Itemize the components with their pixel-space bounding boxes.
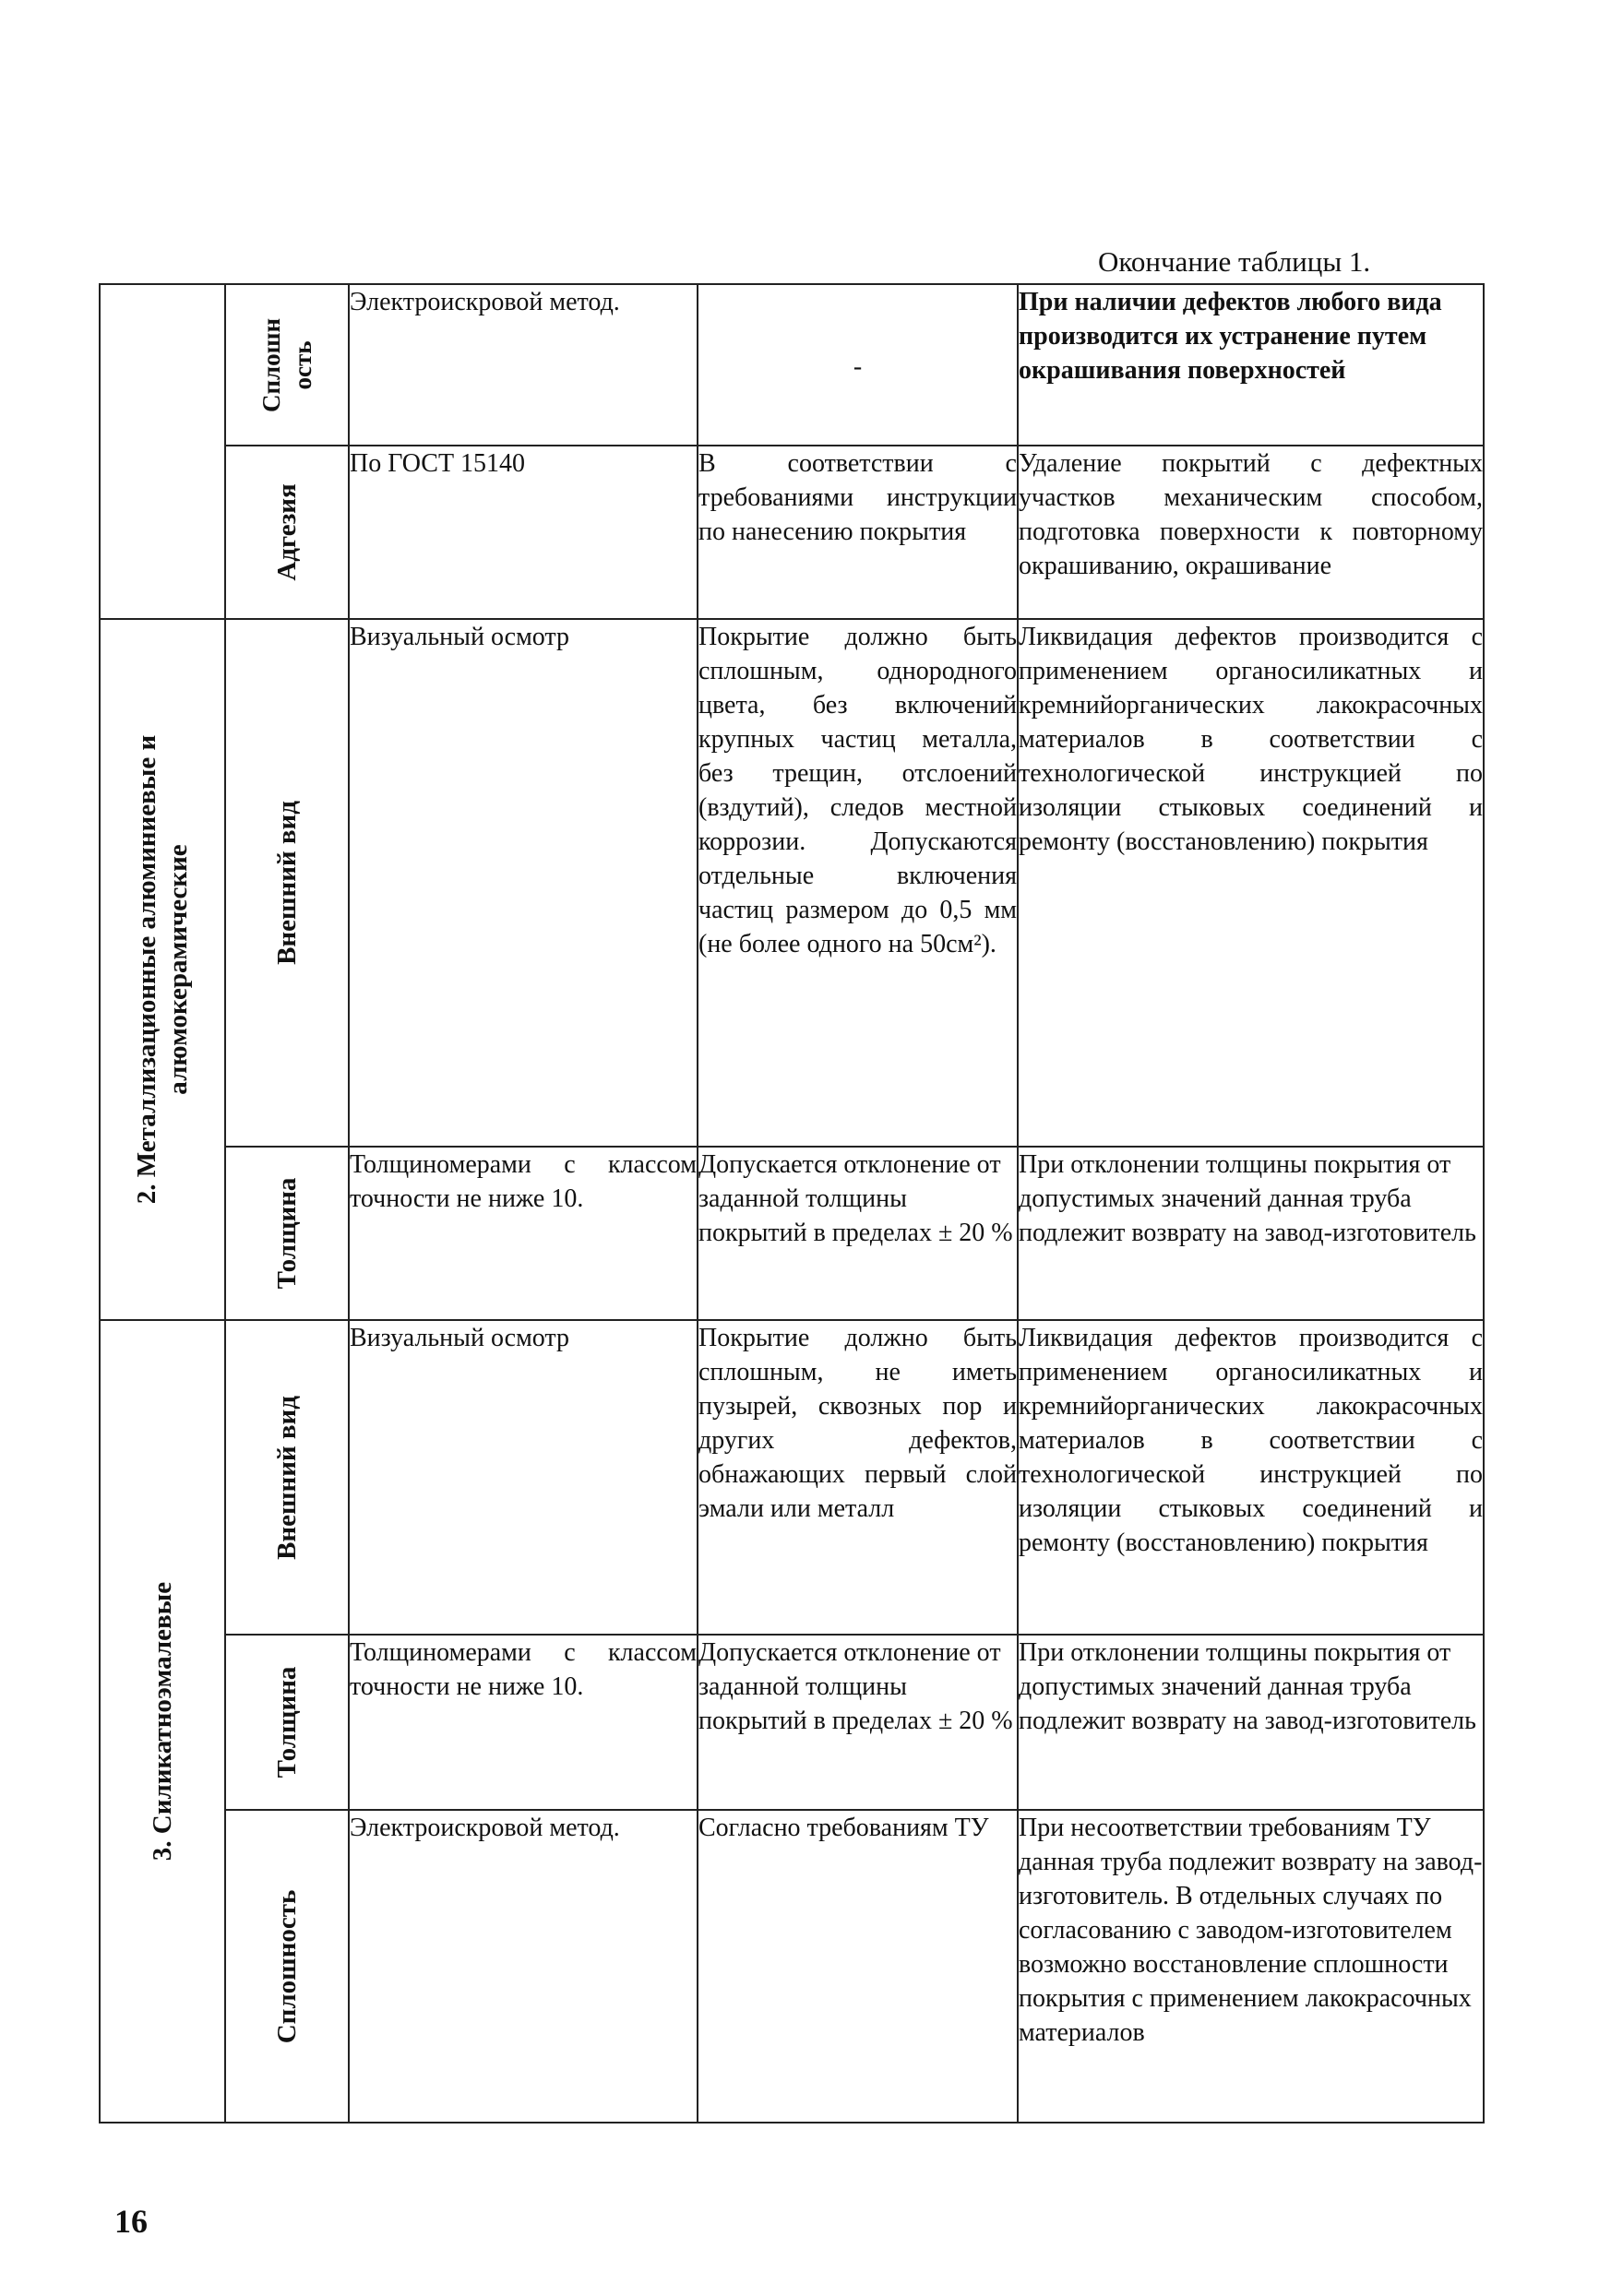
parameter-cell: [225, 1635, 349, 1810]
requirement-cell: Согласно требованиям ТУ: [698, 1810, 1018, 2123]
group-label: 2. Металлизационные алюминиевые и алюмокерамические: [132, 734, 193, 1205]
method-cell: Электроискровой метод.: [349, 1810, 698, 2123]
requirement-cell: Покрытие должно быть сплошным, не иметь пузырей, сквозных пор и других дефектов, обнажающих первый слой эмали или металл: [698, 1320, 1018, 1635]
parameter-label: Сплошность: [272, 1889, 302, 2043]
requirement-cell: Допускается отклонение от заданной толщины покрытий в пределах ± 20 %: [698, 1147, 1018, 1320]
group-label-cell: [100, 619, 225, 1320]
action-cell: При отклонении толщины покрытия от допустимых значений данная труба подлежит возврату на завод-изготовитель: [1018, 1147, 1484, 1320]
requirement-cell: Покрытие должно быть сплошным, однородного цвета, без включений крупных частиц металла, без трещин, отслоений (вздутий), следов местной коррозии. Допускаются отдельные включения частиц размером до 0,5 мм (не более одного на 50см²).: [698, 619, 1018, 1147]
parameter-cell: [225, 1320, 349, 1635]
method-cell: Электроискровой метод.: [349, 284, 698, 446]
table-row: [100, 619, 1484, 1147]
table-caption: Окончание таблицы 1.: [1098, 245, 1371, 278]
table-row: [100, 1635, 1484, 1810]
parameter-label: Внешний вид: [272, 801, 302, 965]
method-cell: Визуальный осмотр: [349, 619, 698, 1147]
group-label-cell: [100, 284, 225, 619]
action-cell: При отклонении толщины покрытия от допустимых значений данная труба подлежит возврату на завод-изготовитель: [1018, 1635, 1484, 1810]
group-label-cell: [100, 1320, 225, 2123]
parameter-label: Толщина: [272, 1177, 302, 1290]
method-cell: Толщиномерами с классом точности не ниже 10.: [349, 1147, 698, 1320]
parameter-label: Толщина: [272, 1666, 302, 1779]
method-cell: Толщиномерами с классом точности не ниже 10.: [349, 1635, 698, 1810]
action-cell: При наличии дефектов любого вида производится их устранение путем окрашивания поверхностей: [1018, 284, 1484, 446]
table-row: [100, 284, 1484, 446]
action-cell: Ликвидация дефектов производится с применением органосиликатных и кремнийорганических лакокрасочных материалов в соответствии с технологической инструкцией по изоляции стыковых соединений и ремонту (восстановлению) покрытия: [1018, 1320, 1484, 1635]
method-cell: Визуальный осмотр: [349, 1320, 698, 1635]
page-number: 16: [114, 2203, 148, 2240]
table-row: [100, 1810, 1484, 2123]
group-label: 3. Силикатноэмалевые: [148, 1581, 177, 1862]
parameter-cell: [225, 446, 349, 619]
requirement-cell: В соответствии с требованиями инструкции по нанесению покрытия: [698, 446, 1018, 619]
parameter-label: Внешний вид: [272, 1395, 302, 1560]
action-cell: Ликвидация дефектов производится с применением органосиликатных и кремнийорганических лакокрасочных материалов в соответствии с технологической инструкцией по изоляции стыковых соединений и ремонту (восстановлению) покрытия: [1018, 619, 1484, 1147]
parameter-cell: [225, 284, 349, 446]
table-row: [100, 446, 1484, 619]
requirement-cell: -: [698, 284, 1018, 446]
parameter-cell: [225, 619, 349, 1147]
parameter-cell: [225, 1147, 349, 1320]
requirement-cell: Допускается отклонение от заданной толщины покрытий в пределах ± 20 %: [698, 1635, 1018, 1810]
action-cell: Удаление покрытий с дефектных участков механическим способом, подготовка поверхности к повторному окрашиванию, окрашивание: [1018, 446, 1484, 619]
inspection-table: [99, 283, 1485, 2124]
parameter-label: Адгезия: [272, 483, 302, 581]
parameter-label: Сплошн ость: [257, 317, 316, 412]
table-row: [100, 1147, 1484, 1320]
parameter-cell: [225, 1810, 349, 2123]
method-cell: По ГОСТ 15140: [349, 446, 698, 619]
action-cell: При несоответствии требованиям ТУ данная труба подлежит возврату на завод-изготовитель. В отдельных случаях по согласованию с заводом-изготовителем возможно восстановление сплошности покрытия с применением лакокрасочных материалов: [1018, 1810, 1484, 2123]
table-row: [100, 1320, 1484, 1635]
